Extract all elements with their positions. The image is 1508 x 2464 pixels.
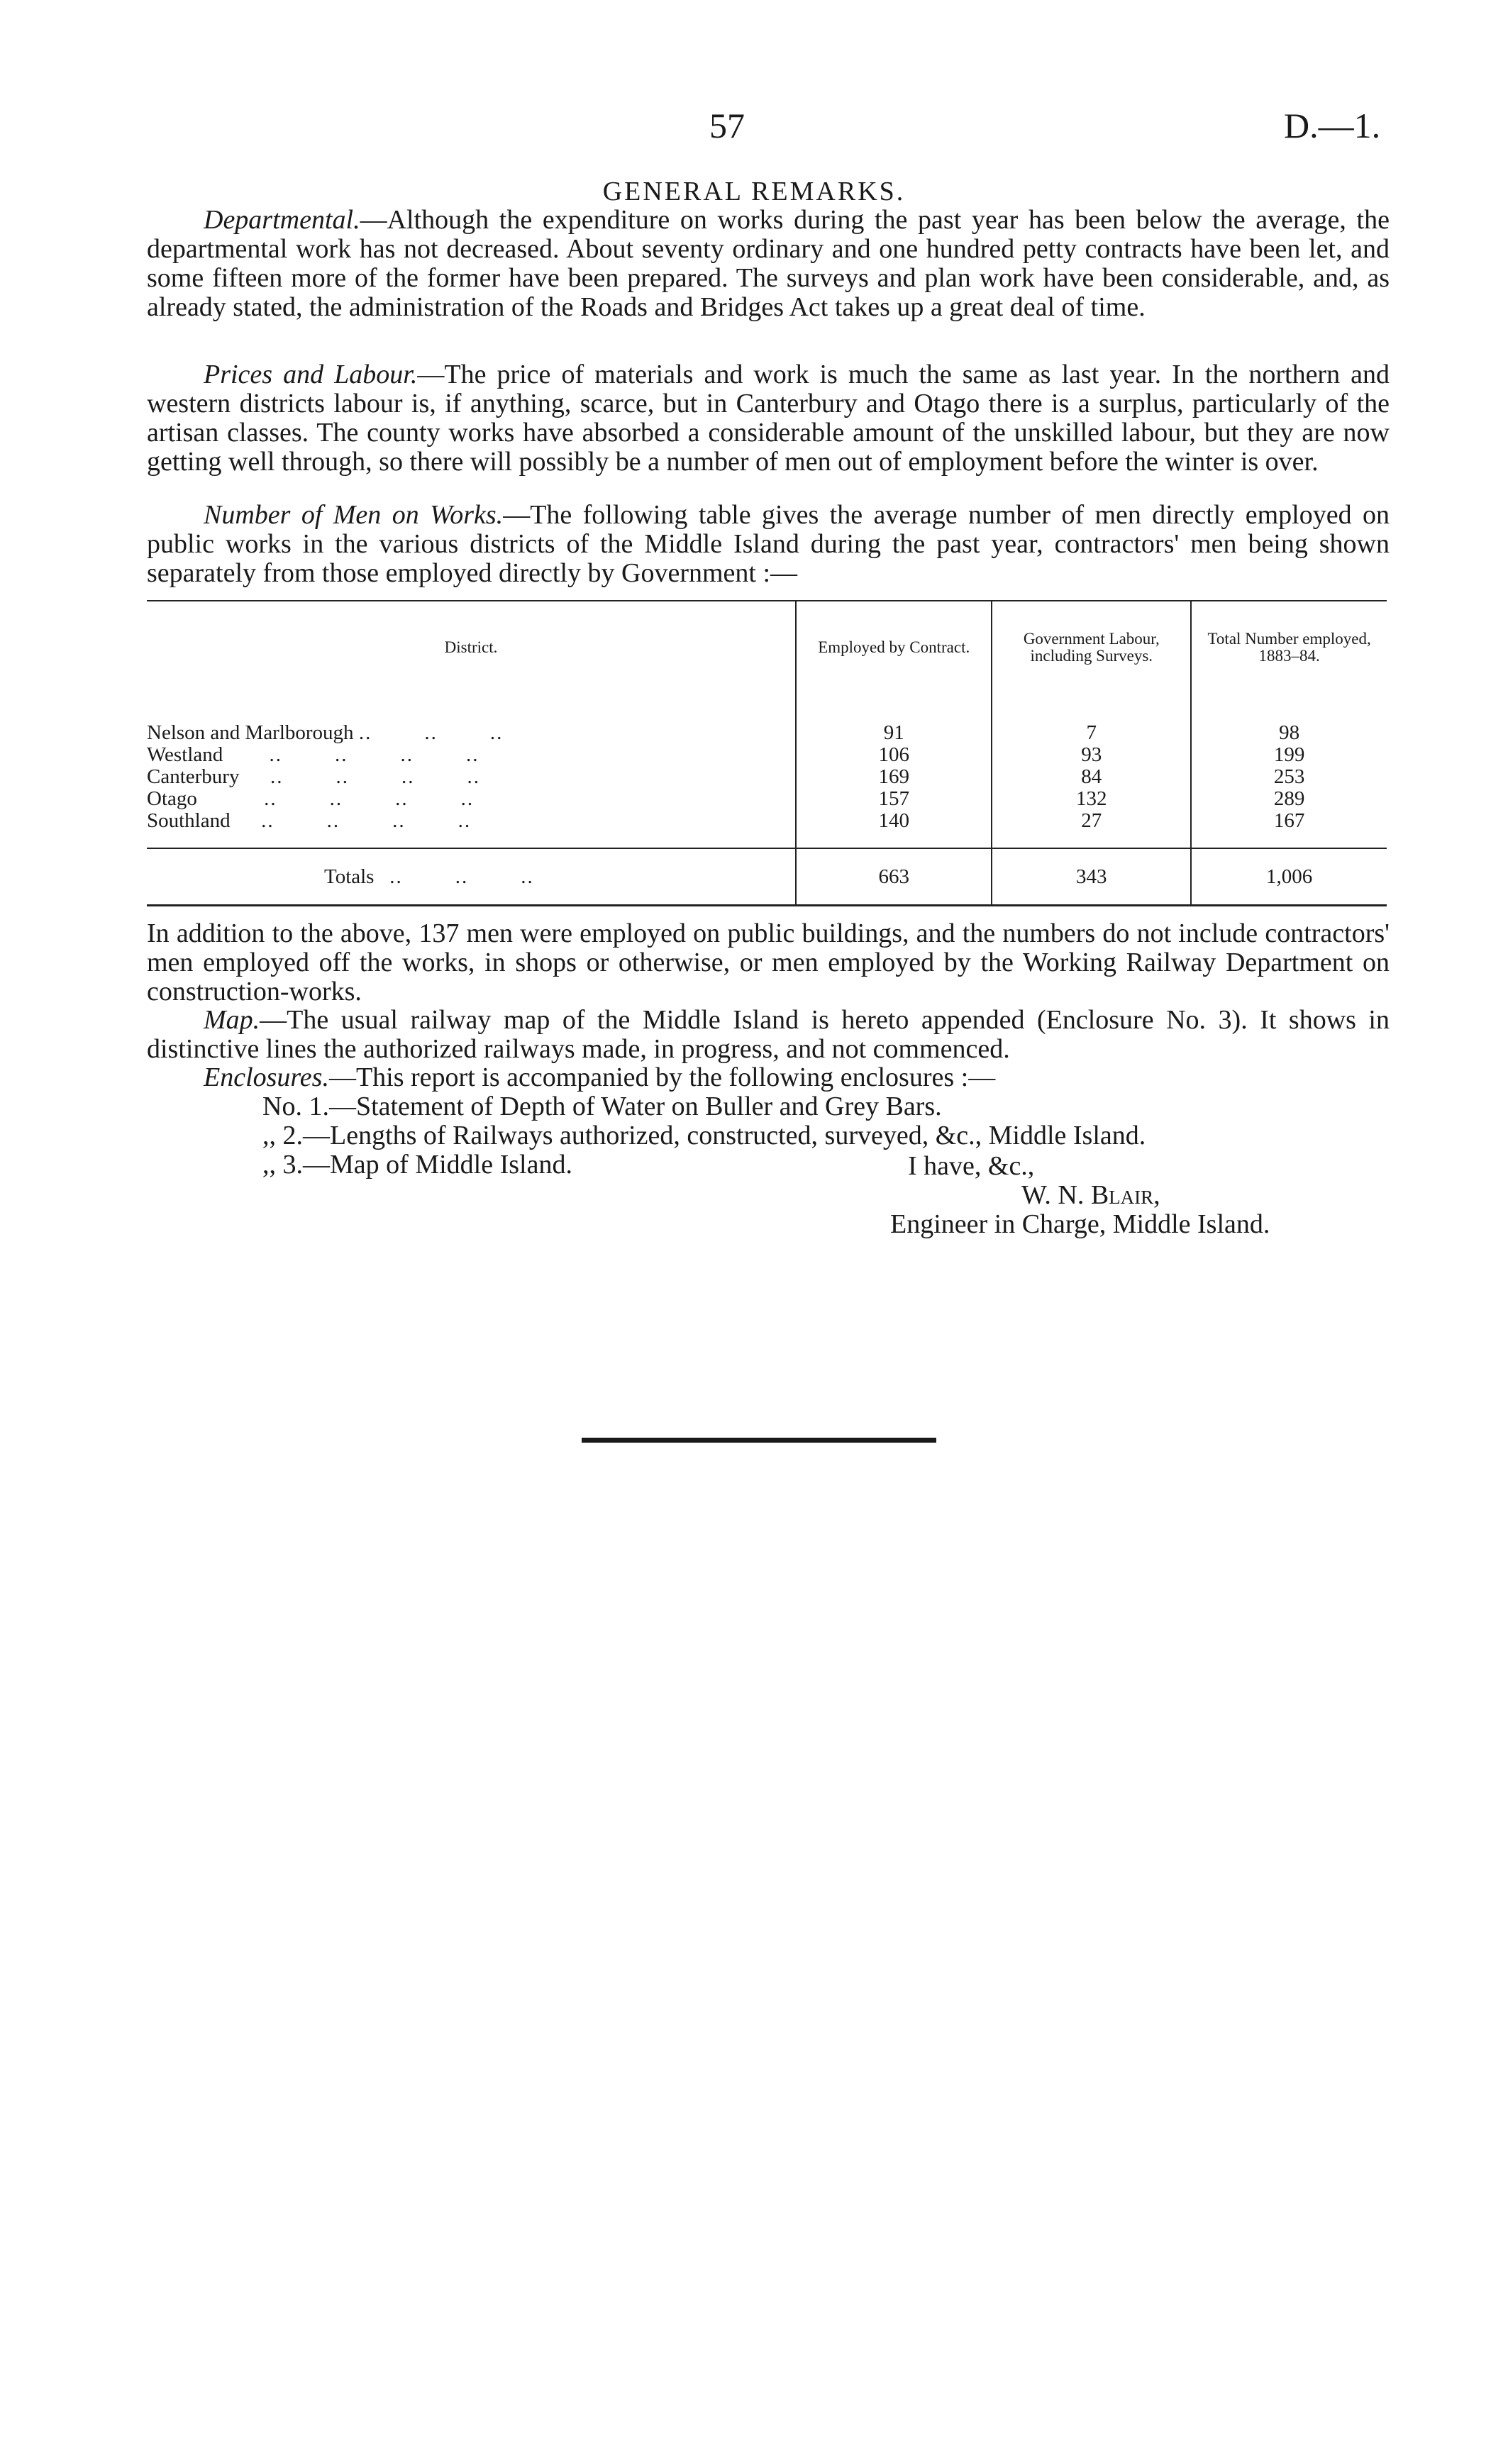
paragraph-text: —The usual railway map of the Middle Island is hereto appended (Enclosure No. 3). It shows in distinctive lines the authorized railways made, in progress, and not commenced. bbox=[147, 1005, 1390, 1064]
paragraph-lead: Number of Men on Works. bbox=[204, 500, 504, 530]
men-employed-table bbox=[147, 600, 1387, 906]
table-row bbox=[147, 744, 1387, 766]
district-name: Southland bbox=[147, 809, 231, 832]
district-name: Nelson and Marlborough bbox=[147, 721, 354, 744]
table-row bbox=[147, 810, 1387, 848]
totals-government: 343 bbox=[992, 848, 1191, 906]
table-row bbox=[147, 766, 1387, 788]
paragraph-lead: Enclosures. bbox=[204, 1062, 329, 1092]
end-rule bbox=[582, 1438, 936, 1443]
header-government-labour: Government Labour, including Surveys. bbox=[992, 601, 1191, 694]
paragraph-lead: Map. bbox=[204, 1005, 260, 1035]
leader-dots: .. .. .. .. bbox=[270, 765, 480, 788]
paragraph-addition: In addition to the above, 137 men were employed on public buildings, and the numbers do not include contractors' men employed off the works, in shops or otherwise, or men employed by the Working Railway Department on construction-works. bbox=[147, 919, 1390, 1006]
government-value: 27 bbox=[992, 810, 1191, 848]
leader-dots: .. .. .. .. bbox=[264, 787, 475, 810]
document-reference: D.—1. bbox=[1284, 106, 1381, 145]
header-employed-by-contract: Employed by Contract. bbox=[796, 601, 992, 694]
enclosure-item: ,, 2.—Lengths of Railways authorized, constructed, surveyed, &c., Middle Island. bbox=[262, 1121, 1146, 1150]
district-name: Westland bbox=[147, 743, 223, 766]
header-district: District. bbox=[444, 638, 498, 656]
totals-contract: 663 bbox=[796, 848, 992, 906]
totals-label: Totals bbox=[324, 865, 375, 888]
section-heading: GENERAL REMARKS. bbox=[602, 177, 906, 206]
enclosure-item: No. 1.—Statement of Depth of Water on Buller and Grey Bars. bbox=[262, 1092, 942, 1121]
total-value: 289 bbox=[1191, 788, 1387, 810]
paragraph-prices bbox=[147, 360, 1390, 477]
table-row bbox=[147, 694, 1387, 744]
table-totals-row bbox=[147, 848, 1387, 906]
paragraph-text: —The price of materials and work is much the same as last year. In the northern and western districts labour is, if anything, scarce, but in Canterbury and Otago there is a surplus, particularly of the artisan classes. The county works have absorbed a considerable amount of the unskilled labour, but they are now getting well through, so there will possibly be a number of men out of employment before the winter is over. bbox=[147, 360, 1390, 477]
total-value: 98 bbox=[1191, 694, 1387, 744]
enclosure-item: ,, 3.—Map of Middle Island. bbox=[262, 1150, 572, 1180]
total-value: 253 bbox=[1191, 766, 1387, 788]
leader-dots: .. .. .. bbox=[389, 865, 534, 888]
total-value: 167 bbox=[1191, 810, 1387, 848]
closing-greeting: I have, &c., bbox=[908, 1151, 1035, 1181]
paragraph-departmental bbox=[147, 206, 1390, 322]
district-name: Otago bbox=[147, 787, 197, 810]
signature-name: W. N. Blair, bbox=[1021, 1180, 1160, 1210]
contract-value: 140 bbox=[796, 810, 992, 848]
contract-value: 106 bbox=[796, 744, 992, 766]
page-number: 57 bbox=[709, 106, 745, 145]
government-value: 93 bbox=[992, 744, 1191, 766]
contract-value: 169 bbox=[796, 766, 992, 788]
paragraph-text: —This report is accompanied by the following enclosures :— bbox=[328, 1062, 996, 1092]
paragraph-lead: Prices and Labour. bbox=[204, 360, 418, 389]
leader-dots: .. .. .. bbox=[358, 721, 504, 744]
paragraph-text: —Although the expenditure on works during the past year has been below the average, the departmental work has not decreased. About seventy ordinary and one hundred petty contracts have been let, and some fifteen more of the former have been prepared. The surveys and plan work have been considerable, and, as already stated, the administration of the Roads and Bridges Act takes up a great deal of time. bbox=[147, 205, 1390, 322]
paragraph-enclosures bbox=[147, 1063, 1390, 1092]
contract-value: 157 bbox=[796, 788, 992, 810]
government-value: 84 bbox=[992, 766, 1191, 788]
signatory-title: Engineer in Charge, Middle Island. bbox=[890, 1209, 1270, 1239]
table-row bbox=[147, 788, 1387, 810]
government-value: 132 bbox=[992, 788, 1191, 810]
district-name: Canterbury bbox=[147, 765, 240, 788]
contract-value: 91 bbox=[796, 694, 992, 744]
paragraph-lead: Departmental. bbox=[204, 205, 360, 235]
paragraph-text: —The following table gives the average number of men directly employed on public works in the various districts of the Middle Island during the past year, contractors' men being shown separately from those employed directly by Government :— bbox=[147, 500, 1390, 588]
government-value: 7 bbox=[992, 694, 1191, 744]
total-value: 199 bbox=[1191, 744, 1387, 766]
table-header-row bbox=[147, 601, 1387, 694]
leader-dots: .. .. .. .. bbox=[269, 743, 479, 766]
header-total-employed: Total Number employed, 1883–84. bbox=[1191, 601, 1387, 694]
paragraph-men-on-works bbox=[147, 501, 1390, 588]
totals-total: 1,006 bbox=[1191, 848, 1387, 906]
paragraph-map bbox=[147, 1006, 1390, 1064]
leader-dots: .. .. .. .. bbox=[261, 809, 472, 832]
